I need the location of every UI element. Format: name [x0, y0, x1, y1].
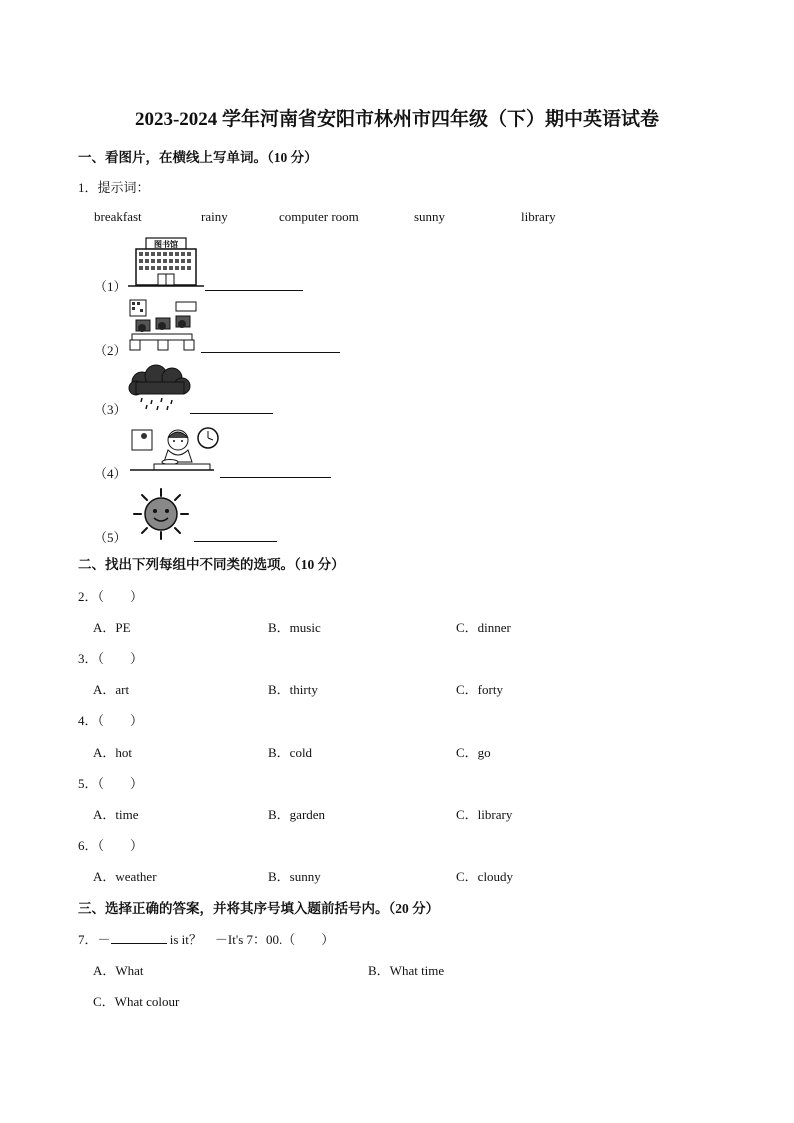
option-a: A．time — [93, 807, 139, 822]
option-a: A．What — [93, 963, 144, 978]
option-c: C．dinner — [456, 620, 511, 635]
option-b: B．music — [268, 620, 321, 635]
option-a: A．art — [93, 682, 130, 697]
question-7 — [78, 929, 334, 948]
hint-word: breakfast — [94, 209, 142, 224]
answer-blank[interactable] — [205, 290, 303, 291]
breakfast-icon — [128, 426, 220, 476]
item-number: （2） — [94, 343, 127, 358]
hint-word: computer room — [279, 209, 359, 224]
page-title: 2023-2024 学年河南省安阳市林州市四年级（下）期中英语试卷 — [134, 109, 660, 130]
option-b: B．What time — [368, 963, 445, 978]
option-b: B．thirty — [268, 682, 318, 697]
option-a: A．weather — [93, 869, 157, 884]
question-7-prefix: 7．－ — [78, 932, 111, 947]
rain-cloud-icon — [128, 364, 192, 412]
computer-room-icon — [128, 298, 200, 352]
option-a: A．hot — [93, 745, 133, 760]
section-3-heading: 三、选择正确的答案，并将其序号填入题前括号内。（20 分） — [78, 901, 440, 916]
library-building-icon — [128, 236, 204, 288]
answer-blank[interactable] — [194, 541, 277, 542]
option-a: A．PE — [93, 620, 131, 635]
section-2-heading: 二、找出下列每组中不同类的选项。（10 分） — [78, 557, 345, 572]
question-number: 6．（ ） — [78, 838, 144, 853]
question-1-label: 1．提示词： — [78, 180, 150, 195]
question-number: 5．（ ） — [78, 776, 144, 791]
option-c: C．forty — [456, 682, 503, 697]
hint-word: sunny — [414, 209, 446, 224]
section-1-heading: 一、看图片，在横线上写单词。（10 分） — [78, 150, 318, 165]
answer-blank[interactable] — [190, 413, 273, 414]
hint-word: rainy — [201, 209, 228, 224]
option-b: B．cold — [268, 745, 313, 760]
library-sign-text: 图书馆 — [154, 240, 178, 249]
option-c: C．What colour — [93, 994, 180, 1009]
answer-blank[interactable] — [111, 931, 167, 944]
option-b: B．garden — [268, 807, 326, 822]
answer-blank[interactable] — [201, 352, 340, 353]
item-number: （4） — [94, 466, 127, 481]
item-number: （3） — [94, 402, 127, 417]
sun-icon — [128, 487, 194, 541]
question-number: 4．（ ） — [78, 713, 144, 728]
question-7-text: is it？ －It's 7：00.（ ） — [166, 932, 335, 947]
option-b: B．sunny — [268, 869, 321, 884]
hint-word: library — [521, 209, 556, 224]
option-c: C．cloudy — [456, 869, 514, 884]
item-number: （1） — [94, 279, 127, 294]
question-number: 2．（ ） — [78, 589, 144, 604]
item-number: （5） — [94, 530, 127, 545]
question-number: 3．（ ） — [78, 651, 144, 666]
option-c: C．go — [456, 745, 491, 760]
option-c: C．library — [456, 807, 513, 822]
answer-blank[interactable] — [220, 477, 331, 478]
